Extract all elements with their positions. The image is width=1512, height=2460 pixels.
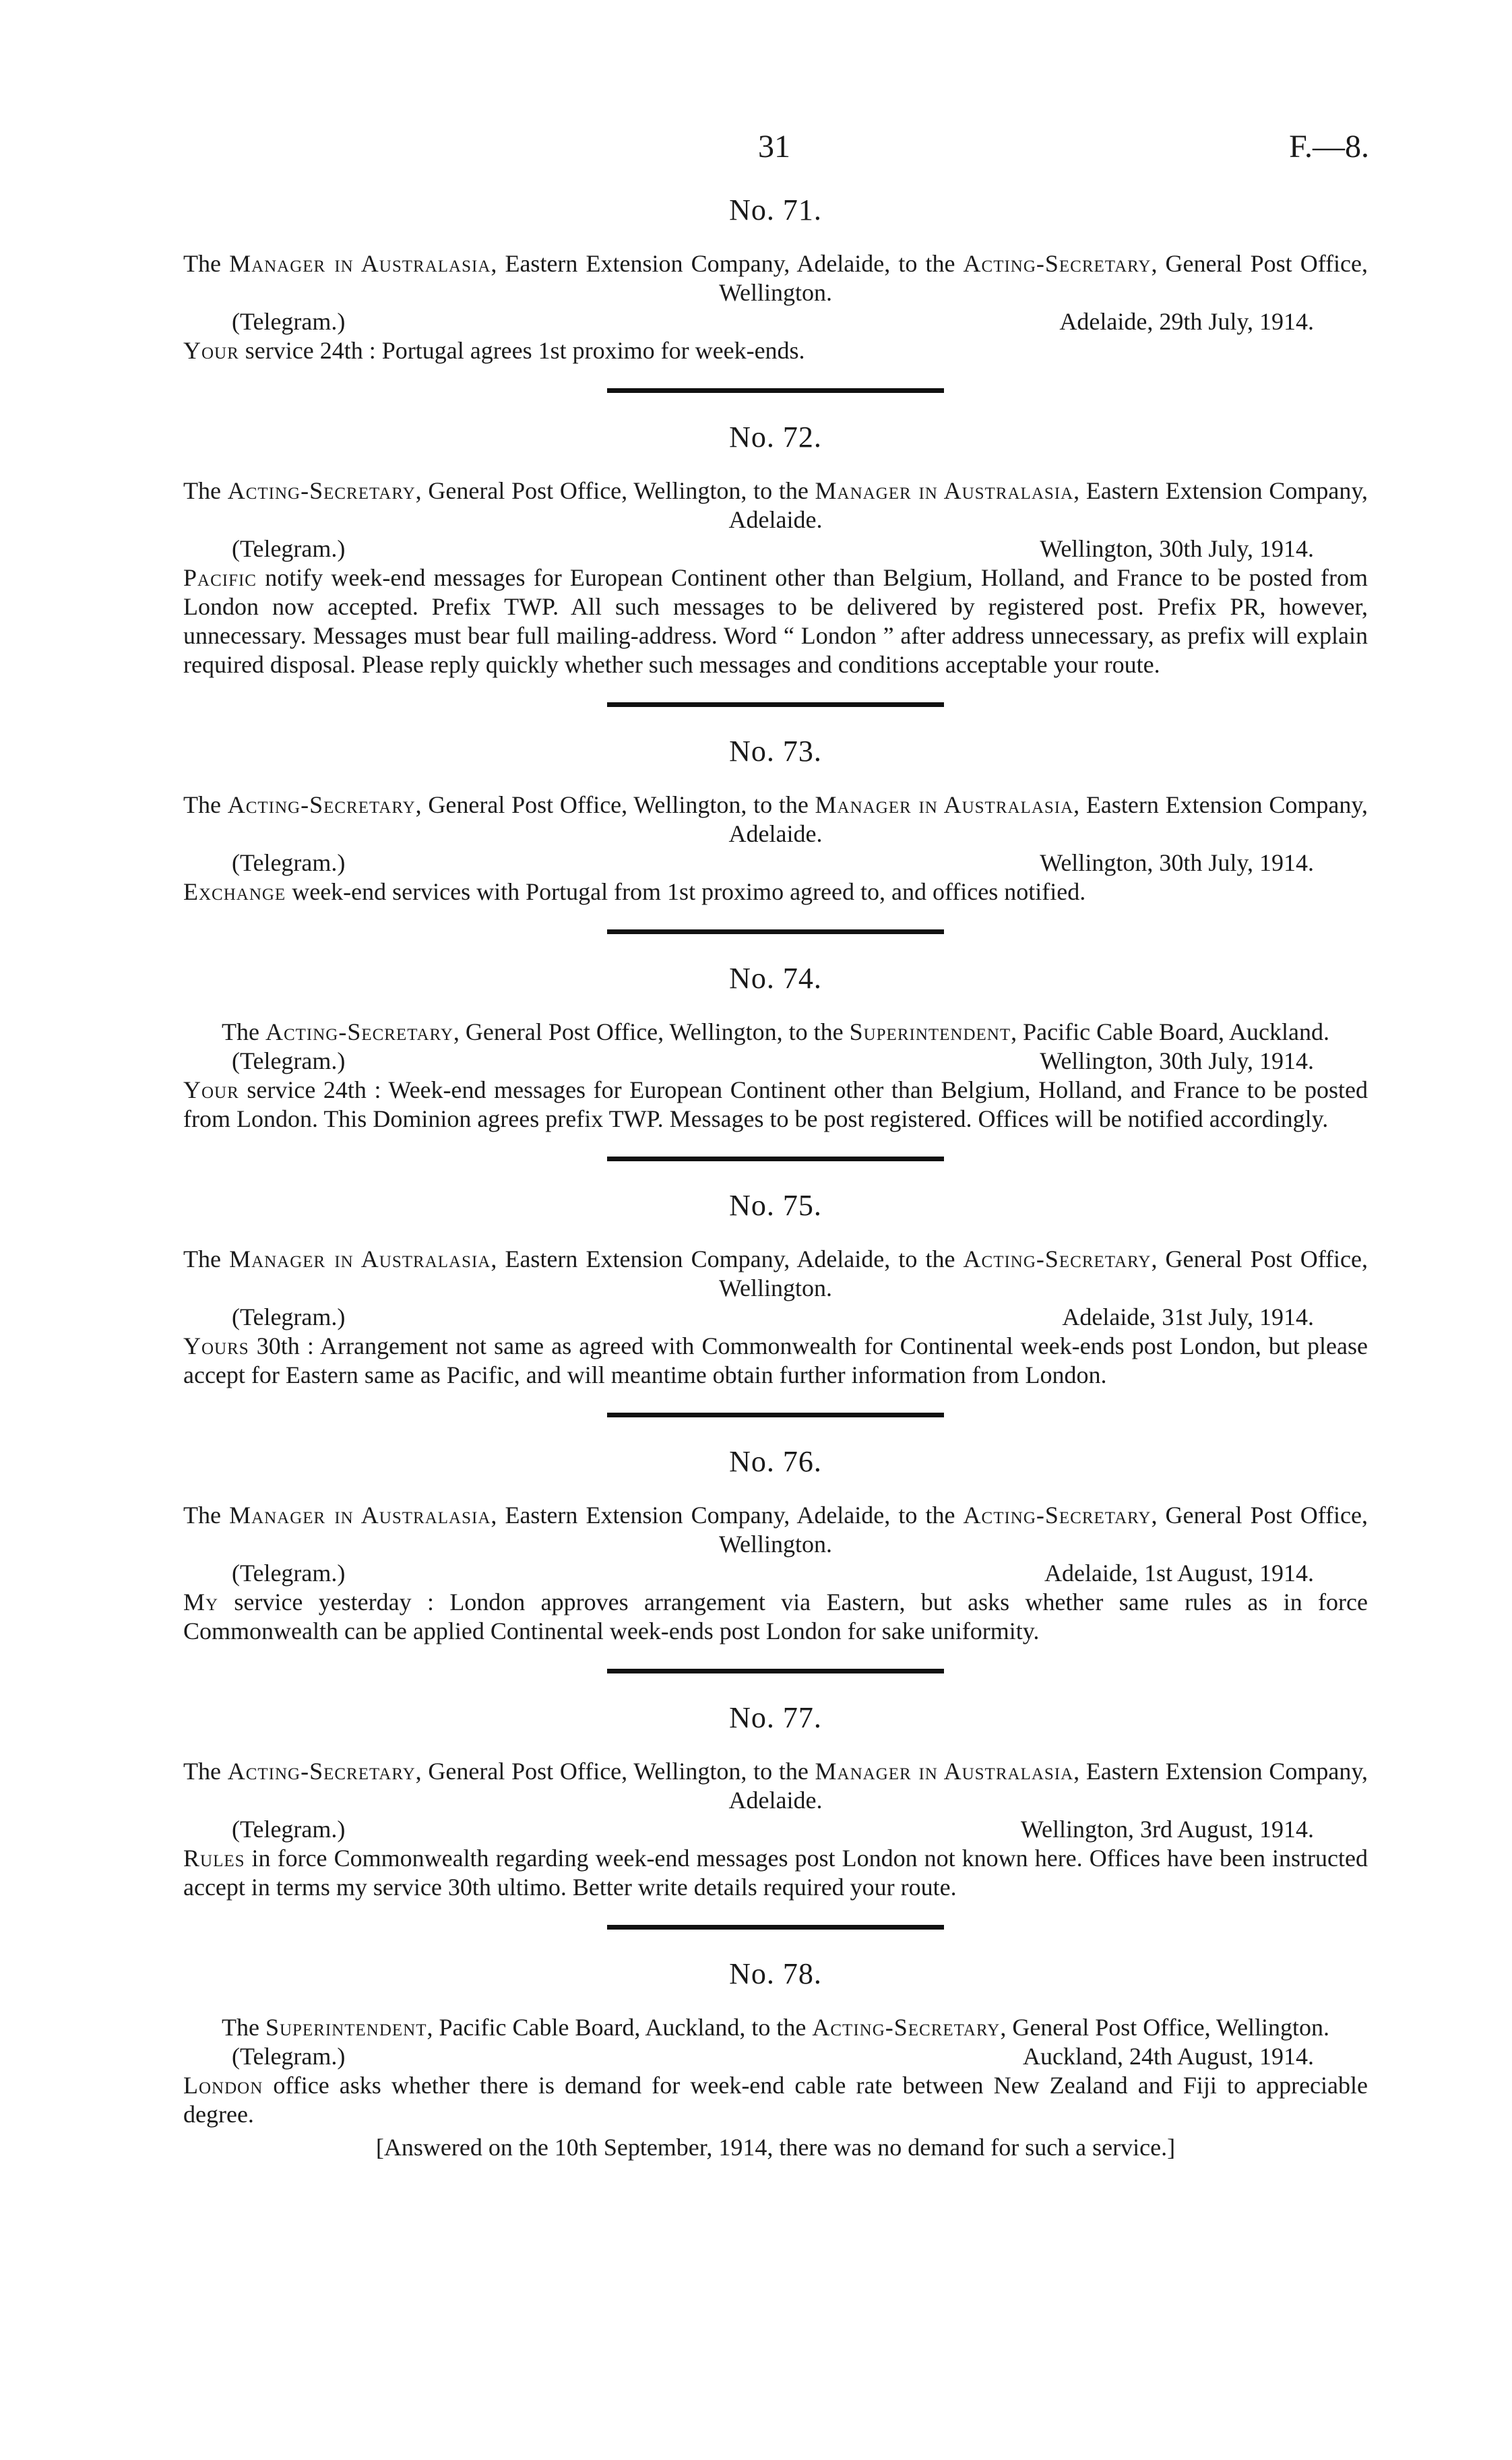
dateline — [183, 307, 1368, 336]
entry-number: No. 78. — [729, 1957, 822, 1990]
recipient-org: , General Post Office, Wellington. — [1000, 2014, 1329, 2041]
message-text — [183, 1844, 1368, 1902]
message-text — [183, 2071, 1368, 2129]
section-divider — [607, 702, 944, 707]
recipient-org: , Eastern Extension Company, Adelaide. — [728, 1758, 1368, 1814]
place-date: Wellington, 30th July, 1914. — [1040, 849, 1314, 876]
closing-note: [Answered on the 10th September, 1914, there was no demand for such a service.] — [375, 2134, 1176, 2161]
message-body: service yesterday : London approves arrangement via Eastern, but asks whether same rules as in force Commonwealth can be applied Continental week-ends post London for sake uniformity. — [183, 1589, 1368, 1644]
lead-word: My — [183, 1589, 219, 1616]
place-date: Adelaide, 31st July, 1914. — [1062, 1303, 1314, 1330]
addressing-line: The Manager in Australasia, Eastern Extension Company, Adelaide, to the Acting-Secretary, General Post Office, Wellington. — [183, 1246, 1368, 1301]
message-body: notify week-end messages for European Continent other than Belgium, Holland, and France to be posted from London now accepted. Prefix TWP. All such messages to be delivered by registered post. Prefix PR, however, unnecessary. Messages must bear full mailing-address. Word “ London ” after address unnecessary, as prefix will explain required disposal. Please reply quickly whether such messages and conditions acceptable your route. — [183, 564, 1368, 678]
dateline — [183, 1047, 1368, 1076]
entry-number: No. 76. — [729, 1445, 822, 1478]
entry-72 — [183, 417, 1368, 679]
addressing-line: The Manager in Australasia, Eastern Extension Company, Adelaide, to the Acting-Secretary, General Post Office, Wellington. — [183, 250, 1368, 306]
recipient-org: , Pacific Cable Board, Auckland. — [1011, 1018, 1329, 1045]
medium-label: (Telegram.) — [232, 1560, 346, 1587]
recipient-org: , General Post Office, Wellington. — [718, 1502, 1368, 1558]
sender-title: Acting-Secretary — [227, 477, 416, 504]
entry-76 — [183, 1442, 1368, 1646]
sender-org: , Pacific Cable Board, Auckland, to the — [427, 2014, 813, 2041]
message-body: week-end services with Portugal from 1st proximo agreed to, and offices notified. — [286, 878, 1086, 905]
sender-title: Manager in Australasia — [229, 1502, 491, 1529]
recipient-title: Acting-Secretary — [963, 250, 1152, 277]
document-reference: F.—8. — [1289, 129, 1369, 164]
section-divider — [607, 388, 944, 393]
recipient-title: Acting-Secretary — [963, 1502, 1152, 1529]
section-divider — [607, 929, 944, 934]
message-text — [183, 1588, 1368, 1646]
sender-org: , Eastern Extension Company, Adelaide, to the — [491, 250, 964, 277]
entry-number: No. 73. — [729, 735, 822, 768]
sender-title: Superintendent — [265, 2014, 427, 2041]
message-body: in force Commonwealth regarding week-end messages post London not known here. Offices have been instructed accept in terms my service 30th ultimo. Better write details required your route. — [183, 1845, 1368, 1901]
message-body: service 24th : Week-end messages for European Continent other than Belgium, Holland, and France to be posted from London. This Dominion agrees prefix TWP. Messages to be post registered. Offices will be notified accordingly. — [183, 1076, 1368, 1132]
message-text — [183, 1332, 1368, 1390]
entry-73 — [183, 731, 1368, 906]
section-divider — [607, 1669, 944, 1673]
entry-number: No. 71. — [729, 193, 822, 226]
place-date: Wellington, 30th July, 1914. — [1040, 535, 1314, 562]
lead-word: Rules — [183, 1845, 245, 1872]
recipient-org: , General Post Office, Wellington. — [718, 1246, 1368, 1301]
entry-number: No. 77. — [729, 1701, 822, 1734]
dateline — [183, 1815, 1368, 1844]
entry-number: No. 75. — [729, 1189, 822, 1222]
entry-75 — [183, 1186, 1368, 1390]
addressing-line: The Acting-Secretary, General Post Office, Wellington, to the Manager in Australasia, Eastern Extension Company, Adelaide. — [183, 1758, 1368, 1814]
medium-label: (Telegram.) — [232, 1816, 346, 1843]
medium-label: (Telegram.) — [232, 308, 346, 335]
message-body: service 24th : Portugal agrees 1st proximo for week-ends. — [239, 337, 805, 364]
place-date: Adelaide, 29th July, 1914. — [1059, 308, 1314, 335]
sender-title: Manager in Australasia — [229, 250, 491, 277]
message-text — [183, 563, 1368, 679]
sender-org: , General Post Office, Wellington, to the — [415, 1758, 815, 1785]
document-body — [183, 190, 1368, 2162]
addressing-line: The Superintendent, Pacific Cable Board, Auckland, to the Acting-Secretary, General Post Office, Wellington. — [221, 2014, 1329, 2041]
entry-77 — [183, 1698, 1368, 1902]
place-date: Wellington, 30th July, 1914. — [1040, 1047, 1314, 1074]
page-number: 31 — [758, 129, 790, 164]
entry-71 — [183, 190, 1368, 365]
dateline — [183, 1559, 1368, 1588]
dateline — [183, 2042, 1368, 2071]
lead-word: Exchange — [183, 878, 286, 905]
recipient-title: Superintendent — [849, 1018, 1011, 1045]
sender-org: , General Post Office, Wellington, to the — [453, 1018, 850, 1045]
sender-title: Acting-Secretary — [265, 1018, 453, 1045]
recipient-org: , General Post Office, Wellington. — [718, 250, 1368, 306]
message-body: office asks whether there is demand for week-end cable rate between New Zealand and Fiji to appreciable degree. — [183, 2072, 1368, 2128]
message-body: 30th : Arrangement not same as agreed with Commonwealth for Continental week-ends post London, but please accept for Eastern same as Pacific, and will meantime obtain further information from London. — [183, 1332, 1368, 1388]
dateline — [183, 534, 1368, 563]
recipient-org: , Eastern Extension Company, Adelaide. — [728, 791, 1368, 847]
section-divider — [607, 1413, 944, 1417]
recipient-org: , Eastern Extension Company, Adelaide. — [728, 477, 1368, 533]
lead-word: Pacific — [183, 564, 257, 591]
dateline — [183, 849, 1368, 878]
addressing-line: The Acting-Secretary, General Post Office, Wellington, to the Superintendent, Pacific Cable Board, Auckland. — [221, 1018, 1329, 1045]
lead-word: Your — [183, 1076, 239, 1103]
place-date: Auckland, 24th August, 1914. — [1023, 2043, 1314, 2070]
recipient-title: Acting-Secretary — [812, 2014, 1001, 2041]
recipient-title: Acting-Secretary — [963, 1246, 1152, 1272]
lead-word: London — [183, 2072, 263, 2099]
entry-78 — [183, 1954, 1368, 2162]
medium-label: (Telegram.) — [232, 535, 346, 562]
lead-word: Your — [183, 337, 239, 364]
sender-org: , General Post Office, Wellington, to the — [415, 791, 815, 818]
entry-number: No. 74. — [729, 962, 822, 995]
sender-title: Manager in Australasia — [229, 1246, 491, 1272]
medium-label: (Telegram.) — [232, 1303, 346, 1330]
recipient-title: Manager in Australasia — [815, 791, 1074, 818]
addressing-line: The Manager in Australasia, Eastern Extension Company, Adelaide, to the Acting-Secretary, General Post Office, Wellington. — [183, 1502, 1368, 1558]
message-text — [183, 878, 1368, 906]
message-text — [183, 1076, 1368, 1134]
sender-org: , Eastern Extension Company, Adelaide, to the — [491, 1502, 964, 1529]
recipient-title: Manager in Australasia — [815, 477, 1074, 504]
sender-title: Acting-Secretary — [227, 791, 416, 818]
medium-label: (Telegram.) — [232, 849, 346, 876]
section-divider — [607, 1157, 944, 1161]
sender-title: Acting-Secretary — [227, 1758, 416, 1785]
addressing-line: The Acting-Secretary, General Post Office, Wellington, to the Manager in Australasia, Eastern Extension Company, Adelaide. — [183, 477, 1368, 533]
place-date: Adelaide, 1st August, 1914. — [1044, 1560, 1314, 1587]
medium-label: (Telegram.) — [232, 1047, 346, 1074]
lead-word: Yours — [183, 1332, 249, 1359]
entry-number: No. 72. — [729, 421, 822, 454]
message-text — [183, 336, 1368, 365]
place-date: Wellington, 3rd August, 1914. — [1020, 1816, 1314, 1843]
page-header — [0, 128, 1512, 175]
section-divider — [607, 1925, 944, 1930]
addressing-line: The Acting-Secretary, General Post Office, Wellington, to the Manager in Australasia, Eastern Extension Company, Adelaide. — [183, 791, 1368, 847]
entry-74 — [183, 958, 1368, 1134]
sender-org: , Eastern Extension Company, Adelaide, to the — [491, 1246, 964, 1272]
sender-org: , General Post Office, Wellington, to the — [415, 477, 815, 504]
recipient-title: Manager in Australasia — [815, 1758, 1074, 1785]
medium-label: (Telegram.) — [232, 2043, 346, 2070]
dateline — [183, 1303, 1368, 1332]
